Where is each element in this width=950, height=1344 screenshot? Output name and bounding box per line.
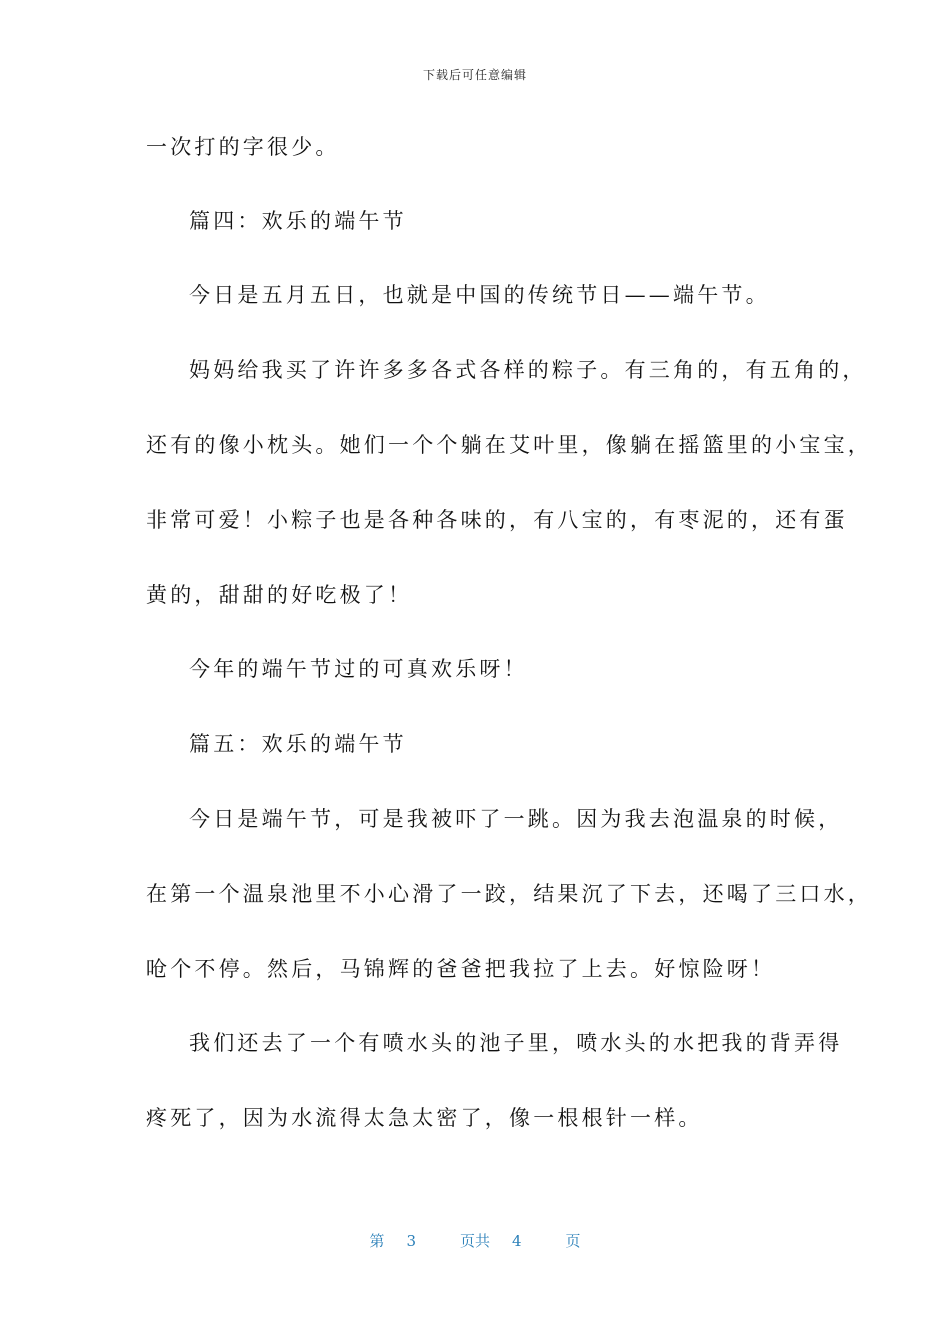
- paragraph-line: 今日是五月五日，也就是中国的传统节日——端午节。: [189, 283, 770, 307]
- page-footer: [0, 1230, 950, 1251]
- paragraph-line: 妈妈给我买了许许多多各式各样的粽子。有三角的，有五角的，: [189, 358, 867, 382]
- paragraph-line: 还有的像小枕头。她们一个个躺在艾叶里，像躺在摇篮里的小宝宝，: [146, 433, 872, 457]
- paragraph-line: 黄的，甜甜的好吃极了！: [146, 583, 413, 607]
- section-heading-four: 篇四：欢乐的端午节: [189, 209, 407, 233]
- paragraph-line: 今年的端午节过的可真欢乐呀！: [189, 657, 528, 681]
- footer-prefix: 第: [369, 1232, 385, 1250]
- footer-suffix: 页: [565, 1232, 581, 1250]
- paragraph-line: 非常可爱！小粽子也是各种各味的，有八宝的，有枣泥的，还有蛋: [146, 508, 848, 532]
- section-heading-five: 篇五：欢乐的端午节: [189, 732, 407, 756]
- page-header: 下载后可任意编辑: [422, 68, 527, 82]
- body-line-continuation: 一次打的字很少。: [146, 135, 340, 159]
- footer-middle: 页共: [459, 1232, 490, 1250]
- paragraph-line: 呛个不停。然后，马锦辉的爸爸把我拉了上去。好惊险呀！: [146, 957, 776, 981]
- paragraph-line: 我们还去了一个有喷水头的池子里，喷水头的水把我的背弄得: [189, 1031, 843, 1055]
- footer-current-page: 3: [406, 1232, 416, 1250]
- paragraph-line: 疼死了，因为水流得太急太密了，像一根根针一样。: [146, 1106, 703, 1130]
- paragraph-line: 今日是端午节，可是我被吓了一跳。因为我去泡温泉的时候，: [189, 807, 843, 831]
- footer-total-pages: 4: [512, 1232, 522, 1250]
- paragraph-line: 在第一个温泉池里不小心滑了一跤，结果沉了下去，还喝了三口水，: [146, 882, 872, 906]
